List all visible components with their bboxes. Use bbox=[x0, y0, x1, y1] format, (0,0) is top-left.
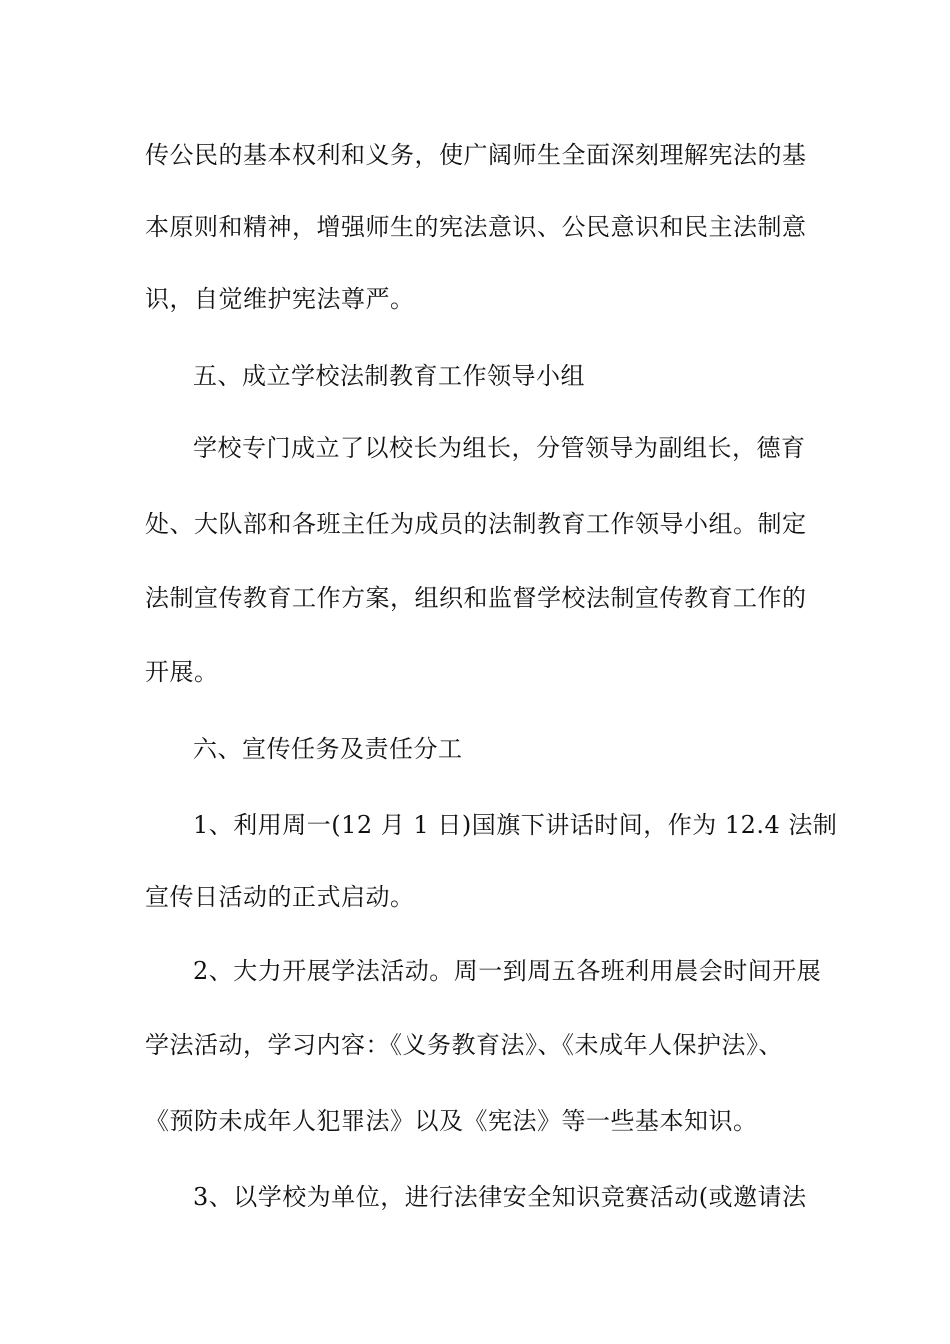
list-item-3: 3、以学校为单位，进行法律安全知识竞赛活动(或邀请法 bbox=[193, 1183, 807, 1211]
paragraph-line: 法制宣传教育工作方案，组织和监督学校法制宣传教育工作的 bbox=[145, 584, 807, 612]
paragraph-line: 学法活动，学习内容：《义务教育法》、《未成年人保护法》、 bbox=[145, 1031, 783, 1059]
paragraph-line: 宣传日活动的正式启动。 bbox=[145, 883, 415, 911]
list-item-1: 1、利用周一(12 月 1 日)国旗下讲话时间，作为 12.4 法制 bbox=[193, 811, 838, 839]
paragraph-line: 《预防未成年人犯罪法》以及《宪法》等一些基本知识。 bbox=[145, 1107, 758, 1135]
paragraph-line: 处、大队部和各班主任为成员的法制教育工作领导小组。制定 bbox=[145, 510, 807, 538]
paragraph-line: 开展。 bbox=[145, 658, 219, 686]
list-item-2: 2、大力开展学法活动。周一到周五各班利用晨会时间开展 bbox=[193, 957, 822, 985]
section-heading-5: 五、成立学校法制教育工作领导小组 bbox=[193, 362, 585, 390]
paragraph-line: 学校专门成立了以校长为组长，分管领导为副组长，德育 bbox=[193, 434, 806, 462]
paragraph-line: 本原则和精神，增强师生的宪法意识、公民意识和民主法制意 bbox=[145, 213, 807, 241]
section-heading-6: 六、宣传任务及责任分工 bbox=[193, 735, 463, 763]
paragraph-line: 识，自觉维护宪法尊严。 bbox=[145, 285, 415, 313]
paragraph-line: 传公民的基本权利和义务，使广阔师生全面深刻理解宪法的基 bbox=[145, 141, 807, 169]
